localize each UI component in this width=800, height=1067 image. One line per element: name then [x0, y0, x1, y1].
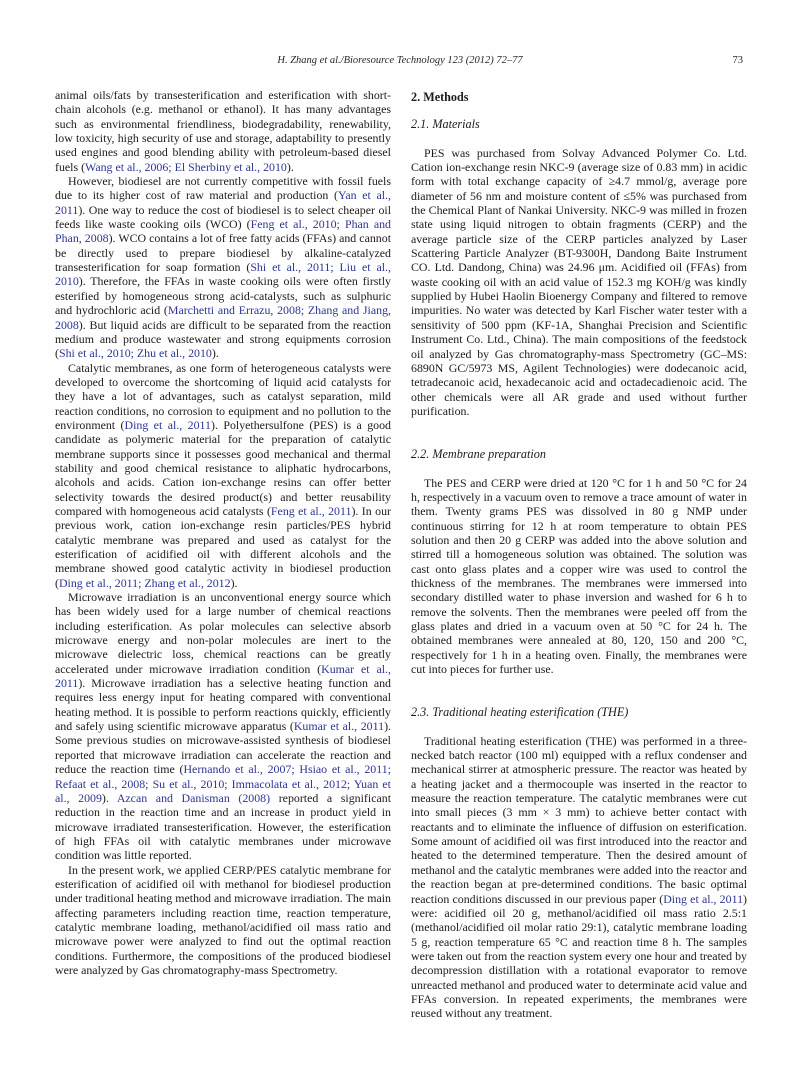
body-text: ). Some previous studies on microwave-assisted synthesis of biodiesel reported that microwave irradiation can accelerate the reaction and reduce the reaction time ( — [55, 719, 391, 777]
paragraph — [55, 590, 391, 863]
two-column-body — [55, 88, 747, 1021]
body-text: Microwave irradiation is an unconventional energy source which has been widely used for a large number of chemical reactions including esterification. As polar molecules can selective absorb microwave energy and non-polar molecules are inert to the microwave dielectric loss, chemical reactions can be greatly accelerated under microwave irradiation condition ( — [55, 590, 391, 676]
section-heading: 2. Methods — [411, 90, 469, 104]
citation-link[interactable]: Wang et al., 2006; El Sherbiny et al., 2010 — [85, 159, 287, 174]
paragraph — [55, 88, 391, 174]
citation-link[interactable]: Azcan and Danisman (2008) — [116, 790, 271, 805]
left-column — [55, 88, 391, 1021]
body-text: ) were: acidified oil 20 g, methanol/acidified oil mass ratio 2.5:1 (methanol/acidified oil molar ratio 29:1), catalytic membrane loading 5 g, reaction temperature 65 °C and reaction time 8 h. The samples were taken out from the reaction system every one hour and treated by decompression distillation with a rotational evaporator to remove unreacted methanol and produced water to determinate acid value and FFAs conversion. In repeated experiments, the membranes were reused without any treatment. — [411, 891, 747, 1021]
body-text: ). — [101, 790, 117, 805]
citation-link[interactable]: Ding et al., 2011; Zhang et al., 2012 — [58, 575, 231, 590]
subsection-heading: 2.2. Membrane preparation — [411, 447, 546, 462]
body-text: ). — [211, 346, 219, 361]
subsection-heading: 2.3. Traditional heating esterification (THE) — [411, 705, 629, 720]
paragraph — [411, 146, 747, 419]
citation-link[interactable]: Hernando et al., 2007; Hsiao et al., 2011; Refaat et al., 2008; Su et al., 2010; Immacolata et al., 2012; Yuan et al., 2009 — [55, 762, 392, 805]
body-text: ). In our previous work, cation ion-exchange resin particles/PES hybrid catalytic membrane was prepared and used as catalyst for the esterification of acidified oil with different alcohols and the membrane showed good catalytic activity in biodiesel production ( — [55, 503, 391, 590]
citation-link[interactable]: Feng et al., 2010; Phan and Phan, 2008 — [55, 217, 391, 246]
page-number: 73 — [732, 55, 743, 66]
body-text: ). One way to reduce the cost of biodiesel is to select cheaper oil feeds like waste cooking oils (WCO) ( — [55, 202, 391, 232]
paragraph — [55, 174, 391, 360]
citation-link[interactable]: Kumar et al., 2011 — [293, 719, 385, 734]
paragraph — [411, 476, 747, 677]
citation-link[interactable]: Feng et al., 2011 — [270, 503, 352, 518]
citation-link[interactable]: Ding et al., 2011 — [124, 417, 211, 432]
subsection-heading: 2.1. Materials — [411, 117, 480, 132]
citation-link[interactable]: Shi et al., 2010; Zhu et al., 2010 — [58, 346, 212, 361]
citation-link[interactable]: Marchetti and Errazu, 2008; Zhang and Jiang, 2008 — [55, 303, 391, 332]
right-column — [411, 88, 747, 1021]
citation-link[interactable]: Ding et al., 2011 — [663, 891, 744, 906]
body-text: In the present work, we applied CERP/PES catalytic membrane for esterification of acidified oil with methanol for biodiesel production under traditional heating method and microwave irradiation. The main affecting parameters including reaction time, reaction temperature, catalytic membrane loading, methanol/acidified oil mass ratio and microwave power were analyzed to find out the optimal reaction conditions. Furthermore, the compositions of the produced biodiesel were analyzed by Gas chromatography-mass Spectrometry. — [55, 862, 391, 977]
citation-link[interactable]: Kumar et al., 2011 — [55, 661, 391, 691]
body-text: PES was purchased from Solvay Advanced Polymer Co. Ltd. Cation ion-exchange resin NKC-9 (average size of 0.83 mm) in acidic form with total exchange capacity of ≥4.7 mmol/g, average pore diameter of 56 nm and moisture content of ≤5% was purchased from the Chemical Plant of Nankai University. NKC-9 was milled in frozen state using liquid nitrogen to obtain fragments (CERP) and the average particle size of the CERP particles analyzed by Laser Scattering Particle Analyzer (BT-9300H, Dandong Baite Instrument CO. Ltd. Dandong, China) was 24.96 μm. Acidified oil (FFAs) from waste cooking oil with an acid value of 152.3 mg KOH/g was kindly supplied by Hubei Haolin Bioenergy Company and filtered to remove impurities. No water was detected by Karl Fischer water tester with a sensitivity of 500 ppm (KF-1A, Shanghai Precision and Scientific Instrument Co. Ltd., China). The main compositions of the feedstock oil analyzed by Gas chromatography-mass Spectrometry (GC–MS: 6890N GC/5973 MS, Agilent Technologies) were dodecanoic acid, tetradecanoic acid, hexadecanoic acid and octadecadienoic acid. The other chemicals were all AR grade and used without further purification. — [411, 145, 747, 418]
body-text: ). — [230, 575, 238, 590]
body-text: ). Therefore, the FFAs in waste cooking oils were often firstly esterified by homogeneous strong acid-catalysts, such as sulphuric and hydrochloric acid ( — [55, 274, 391, 318]
paragraph — [55, 361, 391, 591]
body-text: animal oils/fats by transesterification and esterification with short-chain alcohols (e.g. methanol or ethanol). It has many advantages such as environmental friendliness, biodegradability, renewability, low toxicity, high security of use and storage, adaptability to presently used engines and good blending ability with petroleum-based diesel fuels ( — [55, 88, 391, 174]
paragraph — [55, 863, 391, 978]
body-text: Traditional heating esterification (THE) was performed in a three-necked batch reactor (100 ml) equipped with a reflux condenser and mechanical stirrer at atmospheric pressure. The reactor was heated by a heating jacket and a thermocouple was inserted in the reactor to measure the reaction temperature. The catalytic membranes were cut into small pieces (3 mm × 3 mm) to achieve better contact with reactants and to eliminate the influence of diffusion on esterification. Some amount of acidified oil was first introduced into the reactor and heated to the determined temperature. Then the desired amount of methanol and the catalytic membranes were added into the reactor and the reaction began at pre-determined conditions. The basic optimal reaction conditions discussed in our previous paper ( — [411, 733, 747, 906]
running-header — [55, 55, 745, 71]
body-text: ). — [286, 159, 294, 174]
body-text: The PES and CERP were dried at 120 °C for 1 h and 50 °C for 24 h, respectively in a vacuum oven to remove a trace amount of water in them. Twenty grams PES was dissolved in 80 g NMP under continuous stirring for 12 h at room temperature to obtain PES solution and then 20 g CERP was added into the above solution and stirred till a homogeneous solution was obtained. The solution was cast onto glass plates and a copper wire was used to control the thickness of the membranes. The membranes were immersed into secondary distilled water to phase inversion and washed for 6 h to remove the solvents. Then the membranes were peeled off from the glass plates and dried in a vacuum oven at 50 °C for 24 h. The obtained membranes were annealed at 80, 120, 150 and 200 °C, respectively for 1 h in a heating oven. Finally, the membranes were cut into pieces for further use. — [411, 475, 747, 677]
body-text: ). Microwave irradiation has a selective heating function and requires less energy input for heating compared with conventional heating method. It is possible to perform reactions quickly, efficiently and safely using scientific microwave apparatus ( — [55, 676, 391, 734]
citation-link[interactable]: Shi et al., 2011; Liu et al., 2010 — [55, 260, 391, 289]
body-text: However, biodiesel are not currently competitive with fossil fuels due to its higher cost of raw material and production ( — [55, 174, 391, 203]
body-text: Catalytic membranes, as one form of heterogeneous catalysts were developed to overcome the shortcoming of liquid acid catalysts for they have a lot of advantages, such as catalyst separation, mild reaction conditions, no corrosion to equipment and no pollution to the environment ( — [55, 360, 391, 432]
journal-citation: H. Zhang et al./Bioresource Technology 123 (2012) 72–77 — [277, 55, 523, 66]
body-text: reported a significant reduction in the reaction time and an increase in product yield in microwave irradiated transesterification. However, the esterification of high FFAs oil with catalytic membranes under microwave condition was little reported. — [55, 790, 392, 863]
body-text: ). But liquid acids are difficult to be separated from the reaction medium and produce wastewater and strong equipments corrosion ( — [55, 317, 391, 361]
paragraph — [411, 734, 747, 1021]
body-text: ). Polyethersulfone (PES) is a good candidate as polymeric material for the preparation of catalytic membrane supports since it possesses good mechanical and thermal stability and good chemical resistance to aliphatic hydrocarbons, alcohols and acids. Cation ion-exchange resins can offer better selectivity towards the desired product(s) and better reusability compared with homogeneous acid catalysts ( — [55, 417, 391, 518]
body-text: ). WCO contains a lot of free fatty acids (FFAs) and cannot be directly used to prepare biodiesel by alkaline-catalyzed transesterification for soap formation ( — [55, 231, 391, 275]
citation-link[interactable]: Yan et al., 2011 — [55, 188, 391, 217]
